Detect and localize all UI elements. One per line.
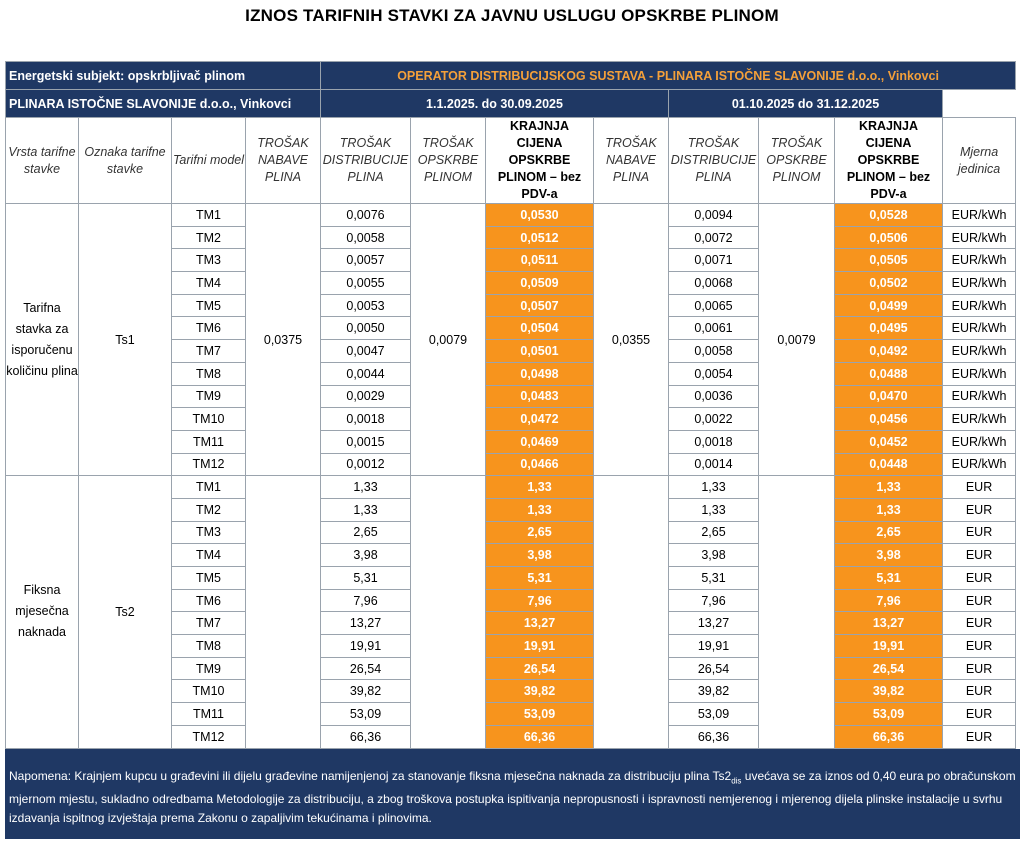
tariff-model: TM3: [172, 249, 246, 272]
unit-value: EUR/kWh: [943, 408, 1016, 431]
p1-distribution-value: 2,65: [321, 521, 411, 544]
tariff-model: TM8: [172, 362, 246, 385]
p2-distribution-value: 0,0022: [669, 408, 759, 431]
tariff-code: Ts1: [79, 204, 172, 476]
unit-value: EUR: [943, 476, 1016, 499]
tariff-table: [5, 61, 1016, 749]
col-p1-nabava: TROŠAK NABAVE PLINA: [246, 118, 321, 204]
p1-final-price: 0,0512: [486, 226, 594, 249]
period-2: 01.10.2025 do 31.12.2025: [669, 90, 943, 118]
p1-final-price: 3,98: [486, 544, 594, 567]
p1-distribution-value: 0,0057: [321, 249, 411, 272]
p2-final-price: 0,0502: [835, 272, 943, 295]
p2-final-price: 0,0499: [835, 294, 943, 317]
footnote-text-2: uvećava se za iznos od 0,40 eura po obračunskom mjernom mjestu, sukladno odredbama Metodologije za distribuciju, a zbog troškova postupka ispitivanja nepropusnosti i ispravnosti nemjerenog i mjerenog dijela plinske instalacije u svrhu izdavanja ispitnog izvještaja prema Zakonu o zapaljivim tekućinama i plinovima.: [9, 769, 1016, 826]
p2-distribution-value: 0,0018: [669, 430, 759, 453]
p1-distribution-value: 0,0029: [321, 385, 411, 408]
col-p1-distribucija: TROŠAK DISTRIBUCIJE PLINA: [321, 118, 411, 204]
p1-final-price: 0,0498: [486, 362, 594, 385]
p1-distribution-value: 3,98: [321, 544, 411, 567]
unit-value: EUR/kWh: [943, 385, 1016, 408]
unit-value: EUR: [943, 589, 1016, 612]
p1-distribution-value: 0,0015: [321, 430, 411, 453]
p2-distribution-value: 2,65: [669, 521, 759, 544]
col-model: Tarifni model: [172, 118, 246, 204]
p1-final-price: 0,0466: [486, 453, 594, 476]
p1-distribution-value: 5,31: [321, 567, 411, 590]
tariff-model: TM6: [172, 317, 246, 340]
tariff-model: TM4: [172, 272, 246, 295]
p1-distribution-value: 19,91: [321, 635, 411, 658]
unit-value: EUR: [943, 703, 1016, 726]
operator-name: OPERATOR DISTRIBUCIJSKOG SUSTAVA - PLINARA ISTOČNE SLAVONIJE d.o.o., Vinkovci: [321, 62, 1016, 90]
p1-distribution-value: 0,0076: [321, 204, 411, 227]
unit-value: EUR: [943, 657, 1016, 680]
p2-final-price: 39,82: [835, 680, 943, 703]
p1-final-price: 53,09: [486, 703, 594, 726]
p1-distribution-value: 0,0058: [321, 226, 411, 249]
col-p1-opskrba: TROŠAK OPSKRBE PLINOM: [411, 118, 486, 204]
p2-distribution-value: 0,0072: [669, 226, 759, 249]
col-p2-nabava: TROŠAK NABAVE PLINA: [594, 118, 669, 204]
p2-distribution-value: 3,98: [669, 544, 759, 567]
p1-distribution-value: 66,36: [321, 725, 411, 748]
p2-opskrba-value: [759, 476, 835, 748]
p2-distribution-value: 1,33: [669, 476, 759, 499]
unit-value: EUR: [943, 498, 1016, 521]
tariff-model: TM9: [172, 657, 246, 680]
p2-distribution-value: 5,31: [669, 567, 759, 590]
tariff-model: TM3: [172, 521, 246, 544]
p2-distribution-value: 0,0054: [669, 362, 759, 385]
p2-distribution-value: 26,54: [669, 657, 759, 680]
unit-value: EUR/kWh: [943, 362, 1016, 385]
tariff-model: TM2: [172, 226, 246, 249]
unit-value: EUR/kWh: [943, 294, 1016, 317]
unit-value: EUR/kWh: [943, 317, 1016, 340]
col-p2-opskrba: TROŠAK OPSKRBE PLINOM: [759, 118, 835, 204]
p2-final-price: 0,0488: [835, 362, 943, 385]
p2-final-price: 0,0528: [835, 204, 943, 227]
p1-final-price: 0,0507: [486, 294, 594, 317]
p2-final-price: 7,96: [835, 589, 943, 612]
unit-value: EUR/kWh: [943, 226, 1016, 249]
p1-final-price: 0,0483: [486, 385, 594, 408]
tariff-model: TM5: [172, 294, 246, 317]
tariff-model: TM11: [172, 703, 246, 726]
p2-distribution-value: 0,0014: [669, 453, 759, 476]
p1-final-price: 5,31: [486, 567, 594, 590]
tariff-model: TM5: [172, 567, 246, 590]
p2-distribution-value: 0,0068: [669, 272, 759, 295]
unit-value: EUR/kWh: [943, 204, 1016, 227]
p1-distribution-value: 0,0050: [321, 317, 411, 340]
p1-distribution-value: 7,96: [321, 589, 411, 612]
p2-final-price: 0,0452: [835, 430, 943, 453]
p1-opskrba-value: 0,0079: [411, 204, 486, 476]
p1-final-price: 0,0501: [486, 340, 594, 363]
period-1: 1.1.2025. do 30.09.2025: [321, 90, 669, 118]
table-row: [6, 476, 1016, 499]
p2-final-price: 5,31: [835, 567, 943, 590]
col-vrsta: Vrsta tarifne stavke: [6, 118, 79, 204]
p1-opskrba-value: [411, 476, 486, 748]
tariff-type: Tarifna stavka za isporučenu količinu plina: [6, 204, 79, 476]
page-title: IZNOS TARIFNIH STAVKI ZA JAVNU USLUGU OPSKRBE PLINOM: [245, 6, 779, 25]
p2-final-price: 0,0448: [835, 453, 943, 476]
p1-distribution-value: 53,09: [321, 703, 411, 726]
p2-final-price: 0,0505: [835, 249, 943, 272]
unit-value: EUR: [943, 521, 1016, 544]
p2-distribution-value: 39,82: [669, 680, 759, 703]
p2-final-price: 0,0495: [835, 317, 943, 340]
p1-distribution-value: 0,0018: [321, 408, 411, 431]
tariff-model: TM7: [172, 340, 246, 363]
col-p2-krajnja: KRAJNJA CIJENA OPSKRBE PLINOM – bez PDV-a: [835, 118, 943, 204]
unit-value: EUR/kWh: [943, 249, 1016, 272]
col-p2-distribucija: TROŠAK DISTRIBUCIJE PLINA: [669, 118, 759, 204]
p2-distribution-value: 0,0036: [669, 385, 759, 408]
footnote: [5, 749, 1020, 839]
p2-final-price: 2,65: [835, 521, 943, 544]
unit-value: EUR: [943, 544, 1016, 567]
p2-final-price: 0,0506: [835, 226, 943, 249]
p2-distribution-value: 0,0065: [669, 294, 759, 317]
p2-final-price: 1,33: [835, 498, 943, 521]
tariff-model: TM4: [172, 544, 246, 567]
p1-final-price: 7,96: [486, 589, 594, 612]
tariff-model: TM2: [172, 498, 246, 521]
p2-distribution-value: 0,0061: [669, 317, 759, 340]
unit-value: EUR/kWh: [943, 453, 1016, 476]
tariff-model: TM12: [172, 725, 246, 748]
unit-value: EUR/kWh: [943, 272, 1016, 295]
tariff-model: TM1: [172, 476, 246, 499]
unit-value: EUR/kWh: [943, 430, 1016, 453]
unit-value: EUR: [943, 725, 1016, 748]
p2-distribution-value: 0,0058: [669, 340, 759, 363]
supplier-name: PLINARA ISTOČNE SLAVONIJE d.o.o., Vinkovci: [6, 90, 321, 118]
col-oznaka: Oznaka tarifne stavke: [79, 118, 172, 204]
p1-distribution-value: 0,0047: [321, 340, 411, 363]
p1-final-price: 0,0472: [486, 408, 594, 431]
p2-distribution-value: 0,0071: [669, 249, 759, 272]
p1-final-price: 0,0469: [486, 430, 594, 453]
p1-nabava-value: [246, 476, 321, 748]
p1-distribution-value: 1,33: [321, 498, 411, 521]
p1-final-price: 66,36: [486, 725, 594, 748]
unit-value: EUR: [943, 680, 1016, 703]
p2-final-price: 26,54: [835, 657, 943, 680]
tariff-model: TM10: [172, 680, 246, 703]
tariff-model: TM6: [172, 589, 246, 612]
unit-value: EUR: [943, 612, 1016, 635]
p2-distribution-value: 1,33: [669, 498, 759, 521]
subject-label: Energetski subjekt: opskrbljivač plinom: [6, 62, 321, 90]
p2-distribution-value: 13,27: [669, 612, 759, 635]
p2-final-price: 1,33: [835, 476, 943, 499]
table-row: [6, 204, 1016, 227]
unit-value: EUR/kWh: [943, 340, 1016, 363]
p2-distribution-value: 7,96: [669, 589, 759, 612]
p2-distribution-value: 53,09: [669, 703, 759, 726]
col-jedinica: Mjerna jedinica: [943, 118, 1016, 204]
tariff-model: TM1: [172, 204, 246, 227]
p1-distribution-value: 1,33: [321, 476, 411, 499]
p1-nabava-value: 0,0375: [246, 204, 321, 476]
unit-value: EUR: [943, 567, 1016, 590]
p1-final-price: 0,0504: [486, 317, 594, 340]
p1-distribution-value: 0,0012: [321, 453, 411, 476]
p1-final-price: 39,82: [486, 680, 594, 703]
p2-final-price: 13,27: [835, 612, 943, 635]
tariff-model: TM12: [172, 453, 246, 476]
tariff-model: TM7: [172, 612, 246, 635]
p2-nabava-value: 0,0355: [594, 204, 669, 476]
header-spacer: [943, 90, 1016, 118]
p2-nabava-value: [594, 476, 669, 748]
p1-distribution-value: 0,0053: [321, 294, 411, 317]
p1-distribution-value: 0,0055: [321, 272, 411, 295]
p2-final-price: 53,09: [835, 703, 943, 726]
unit-value: EUR: [943, 635, 1016, 658]
tariff-code: Ts2: [79, 476, 172, 748]
tariff-model: TM10: [172, 408, 246, 431]
p2-distribution-value: 0,0094: [669, 204, 759, 227]
p1-final-price: 26,54: [486, 657, 594, 680]
p2-final-price: 19,91: [835, 635, 943, 658]
tariff-model: TM11: [172, 430, 246, 453]
p1-final-price: 2,65: [486, 521, 594, 544]
p1-distribution-value: 0,0044: [321, 362, 411, 385]
col-p1-krajnja: KRAJNJA CIJENA OPSKRBE PLINOM – bez PDV-a: [486, 118, 594, 204]
p1-final-price: 0,0509: [486, 272, 594, 295]
p2-distribution-value: 19,91: [669, 635, 759, 658]
p2-final-price: 0,0470: [835, 385, 943, 408]
p2-opskrba-value: 0,0079: [759, 204, 835, 476]
tariff-type: Fiksna mjesečna naknada: [6, 476, 79, 748]
footnote-subscript: dis: [731, 776, 742, 786]
tariff-model: TM9: [172, 385, 246, 408]
p2-final-price: 0,0492: [835, 340, 943, 363]
p2-distribution-value: 66,36: [669, 725, 759, 748]
p1-final-price: 1,33: [486, 498, 594, 521]
p1-final-price: 19,91: [486, 635, 594, 658]
p1-final-price: 1,33: [486, 476, 594, 499]
p2-final-price: 66,36: [835, 725, 943, 748]
footnote-text-1: Napomena: Krajnjem kupcu u građevini ili dijelu građevine namijenjenoj za stanovanje fiksna mjesečna naknada za distribuciju plina Ts2: [9, 769, 732, 783]
tariff-model: TM8: [172, 635, 246, 658]
p1-final-price: 13,27: [486, 612, 594, 635]
p1-final-price: 0,0511: [486, 249, 594, 272]
p2-final-price: 0,0456: [835, 408, 943, 431]
p1-final-price: 0,0530: [486, 204, 594, 227]
p2-final-price: 3,98: [835, 544, 943, 567]
p1-distribution-value: 26,54: [321, 657, 411, 680]
p1-distribution-value: 13,27: [321, 612, 411, 635]
p1-distribution-value: 39,82: [321, 680, 411, 703]
